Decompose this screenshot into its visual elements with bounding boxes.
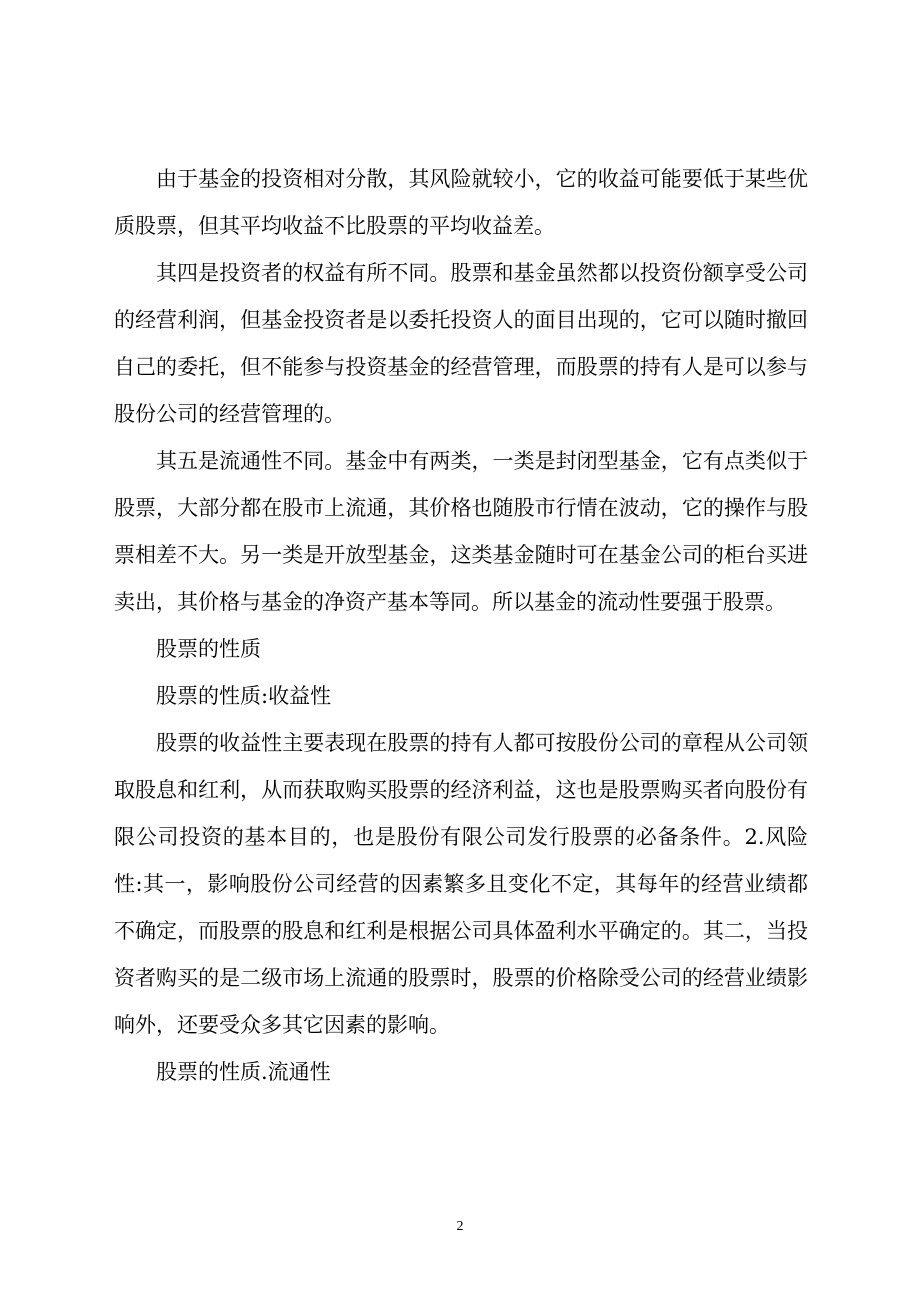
page-number: 2: [456, 1219, 464, 1234]
section-heading-stock-nature: 股票的性质: [156, 637, 261, 661]
paragraph-fund-risk: 由于基金的投资相对分散，其风险就较小，它的收益可能要低于某些优质股票，但其平均收益不比股票的平均收益差。: [114, 167, 808, 238]
body-text: [114, 156, 808, 1096]
paragraph-investor-rights: 其四是投资者的权益有所不同。股票和基金虽然都以投资份额享受公司的经营利润，但基金投资者是以委托投资人的面目出现的，它可以随时撤回自己的委托，但不能参与投资基金的经营管理，而股票的持有人是可以参与股份公司的经营管理的。: [114, 261, 808, 426]
paragraph-liquidity: 其五是流通性不同。基金中有两类，一类是封闭型基金，它有点类似于股票，大部分都在股市上流通，其价格也随股市行情在波动，它的操作与股票相差不大。另一类是开放型基金，这类基金随时可在基金公司的柜台买进卖出，其价格与基金的净资产基本等同。所以基金的流动性要强于股票。: [114, 449, 808, 614]
section-heading-circulation: 股票的性质.流通性: [156, 1060, 331, 1084]
section-heading-profitability: 股票的性质:收益性: [156, 684, 332, 708]
paragraph-profitability-risk: 股票的收益性主要表现在股票的持有人都可按股份公司的章程从公司领取股息和红利，从而获取购买股票的经济利益，这也是股票购买者向股份有限公司投资的基本目的，也是股份有限公司发行股票的必备条件。2.风险性:其一，影响股份公司经营的因素繁多且变化不定，其每年的经营业绩都不确定，而股票的股息和红利是根据公司具体盈利水平确定的。其二，当投资者购买的是二级市场上流通的股票时，股票的价格除受公司的经营业绩影响外，还要受众多其它因素的影响。: [114, 731, 808, 1037]
